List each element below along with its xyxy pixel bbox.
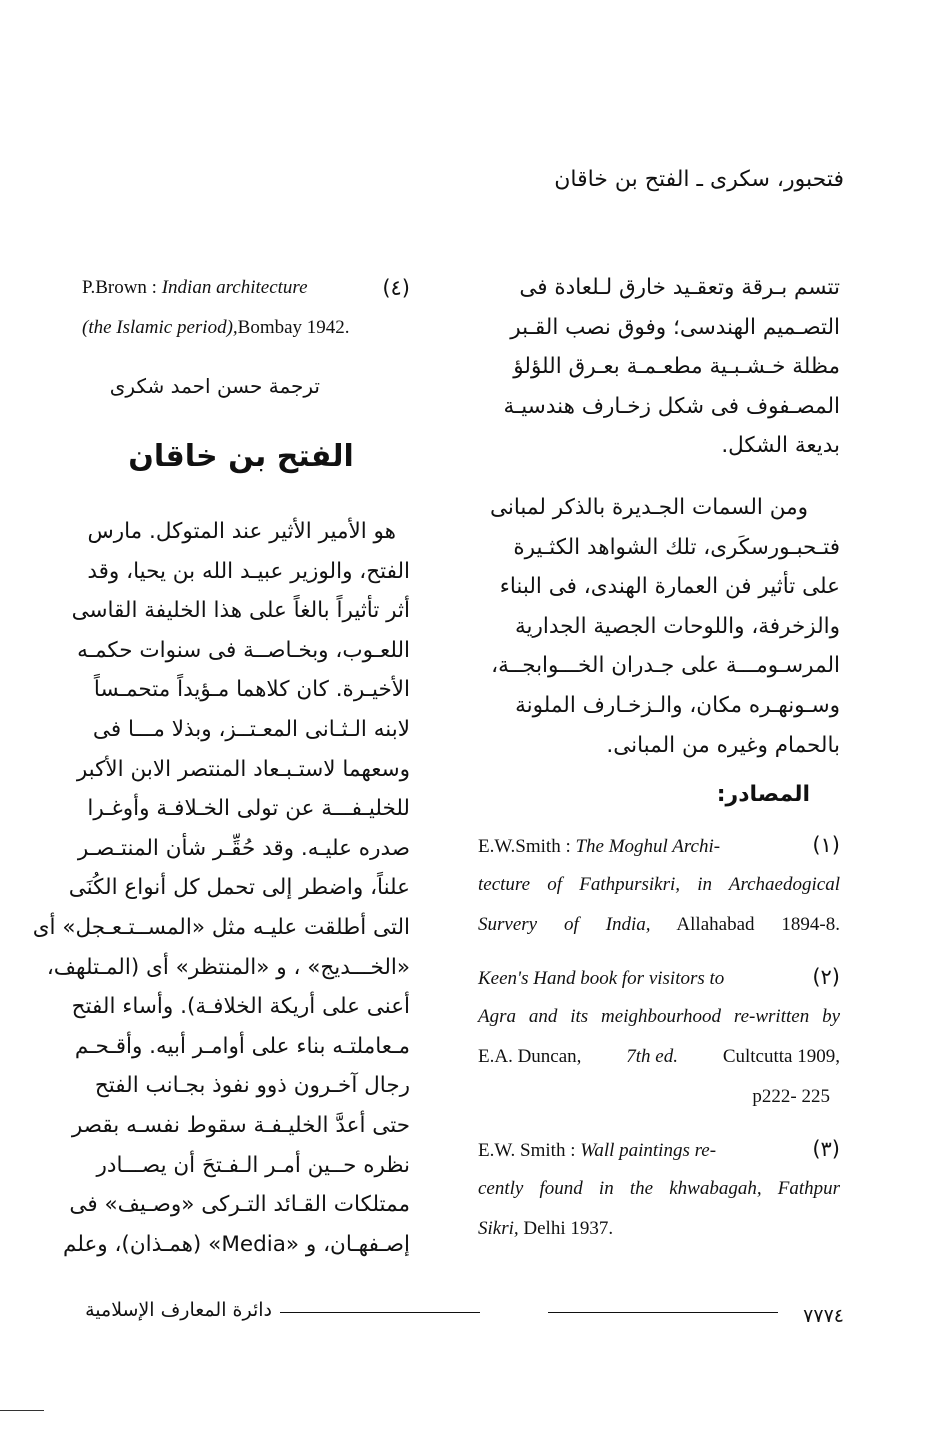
text-line: الفتح، والوزير عبيـد الله بن يحيا، وقد [87, 558, 410, 584]
reference-line [478, 1209, 840, 1249]
reference-pages: p222- 225 [752, 1086, 830, 1108]
reference-editor: E.A. Duncan, [478, 1046, 582, 1068]
scan-edge-mark [0, 1410, 44, 1411]
text-line: المرسـومـــة على جـدران الخـــوابجــة، [491, 653, 840, 679]
text-line: تتسم بـرقة وتعقـيد خارق لـلعادة فى [519, 275, 840, 300]
text-line: مـعاملتـه بناء على أوامـر أبيه. وأقـحـم [74, 1033, 410, 1059]
text-line: اللعـوب، وبخـاصــة فى سنوات حكمـه [77, 637, 410, 663]
article-title: الفتح بن خاقان [128, 439, 354, 474]
reference-line [478, 1129, 840, 1169]
reference-1 [478, 825, 840, 945]
text-line: مظلة خـشـبـية مطعـمـة بعـرق اللؤلؤ [513, 354, 840, 380]
article-body [32, 512, 410, 1264]
paragraph-2 [478, 488, 840, 765]
reference-line [478, 825, 840, 865]
text-line: وسعهما لاستـبـعاد المنتصر الابن الأكبر [76, 756, 410, 782]
text-line: صدره عليـه. وقد حُقِّـر شأن المنتـصـر [77, 835, 410, 861]
reference-title: Sikri, [478, 1218, 519, 1240]
reference-line: Agra and its meighbourhood re-written by [478, 1006, 840, 1028]
paragraph-1 [478, 268, 840, 466]
text-line: نظره حــين أمـر الـفـتحَ أن يصـــادر [96, 1152, 410, 1178]
reference-title: Keen's Hand book for visitors to [478, 968, 725, 990]
footer-rule [280, 1312, 480, 1313]
reference-title: Wall paintings re- [580, 1140, 717, 1162]
text-line: علناً، واضطر إلى تحمل كل أنواع الكُنَى [68, 875, 410, 901]
reference-2 [478, 957, 840, 1117]
reference-title: (the Islamic period), [82, 317, 238, 338]
reference-title: The Moghul Archi- [575, 836, 721, 858]
text-line: وسـونهـره مكان، والـزخـارف الملونة [515, 692, 840, 718]
text-line: على تأثير فن العمارة الهندى، فى البناء [499, 574, 840, 600]
reference-line [478, 1037, 840, 1077]
reference-publisher: Cultcutta 1909, [722, 1046, 840, 1068]
text-line: ممتلكات القـائد التـركى «وصـيف» فى [69, 1192, 410, 1218]
footer-rule [548, 1312, 778, 1313]
sources-heading: المصادر: [716, 782, 810, 808]
reference-line [72, 308, 410, 348]
text-line: التى أطلقت عليـه مثل «المســتـعـجل» أى [32, 914, 410, 940]
text-line: بديعة الشكل. [721, 433, 840, 459]
page-number: ٧٧٧٤ [803, 1305, 844, 1327]
reference-line: tecture of Fathpursikri, in Archaedogical [478, 874, 840, 896]
reference-author: E.W.Smith : [478, 836, 576, 858]
reference-publisher: Allahabad 1894-8. [650, 914, 840, 936]
reference-number: (٢) [812, 965, 840, 990]
text-line: ومن السمات الجـديرة بالذكر لمبانى [489, 494, 808, 520]
text-line: والزخرفة، واللوحات الجصية الجدارية [515, 613, 840, 639]
reference-line [478, 905, 840, 945]
reference-edition: 7th ed. [626, 1046, 678, 1068]
text-line: الأخيـرة. كان كلاهما مـؤيداً متحمـساً [93, 677, 410, 703]
text-line: المصـفوف فى شكل زخـارف هندسيـة [503, 393, 840, 419]
reference-number: (١) [812, 833, 840, 858]
reference-title: Survery of India, [478, 914, 651, 936]
translator-credit: ترجمة حسن احمد شكرى [109, 374, 320, 398]
text-line: فتـحبـورسكَرى، تلك الشواهد الكثـيرة [513, 534, 840, 560]
reference-author: P.Brown : [82, 277, 162, 298]
text-line: «الخـــديج» ، و «المنتظر» أى (المـتلهف، [46, 954, 410, 980]
reference-number: (٤) [382, 276, 410, 300]
reference-line: cently found in the khwabagah, Fathpur [478, 1178, 840, 1200]
reference-title: Indian architecture [161, 277, 308, 298]
text-line: أثر تأثيراً بالغاً على هذا الخليفة القاسى [71, 598, 410, 624]
reference-publisher: Delhi 1937. [518, 1218, 614, 1240]
text-line: بالحمام وغيره من المبانى. [606, 732, 840, 758]
text-line: لابنه الـثـانى المعـتــز، وبذلا مـــا فى [92, 716, 410, 742]
reference-line [72, 268, 410, 308]
text-line: حتى أعدَّ الخليـفـة سقوط نفسـه بقصر [71, 1112, 410, 1138]
right-column [478, 268, 840, 1261]
reference-line [478, 957, 840, 997]
reference-publisher: Bombay 1942. [237, 317, 350, 338]
text-line: إصـفهـان، و «Media» (همـذان)، وعلم [63, 1231, 410, 1257]
reference-author: E.W. Smith : [478, 1140, 581, 1162]
text-line: رجال آخـرون ذوو نفوذ بجـانب الفتح [94, 1073, 410, 1099]
text-line: أعنى على أريكة الخلافـة). وأساء الفتح [71, 994, 410, 1020]
text-line: للخليـفـــة عن تولى الخـلافـة وأوغـرا [87, 796, 410, 822]
running-head: فتحبور، سكرى ـ الفتح بن خاقان [554, 167, 844, 192]
left-column [32, 268, 410, 1264]
reference-4 [72, 268, 410, 348]
reference-number: (٣) [812, 1137, 840, 1162]
footer-journal-name: دائرة المعارف الإسلامية [85, 1299, 272, 1321]
text-line: هو الأمير الأثير عند المتوكل. مارس [87, 519, 396, 544]
reference-3 [478, 1129, 840, 1249]
text-line: التصـميم الهندسى؛ وفوق نصب القـبر [510, 314, 840, 340]
